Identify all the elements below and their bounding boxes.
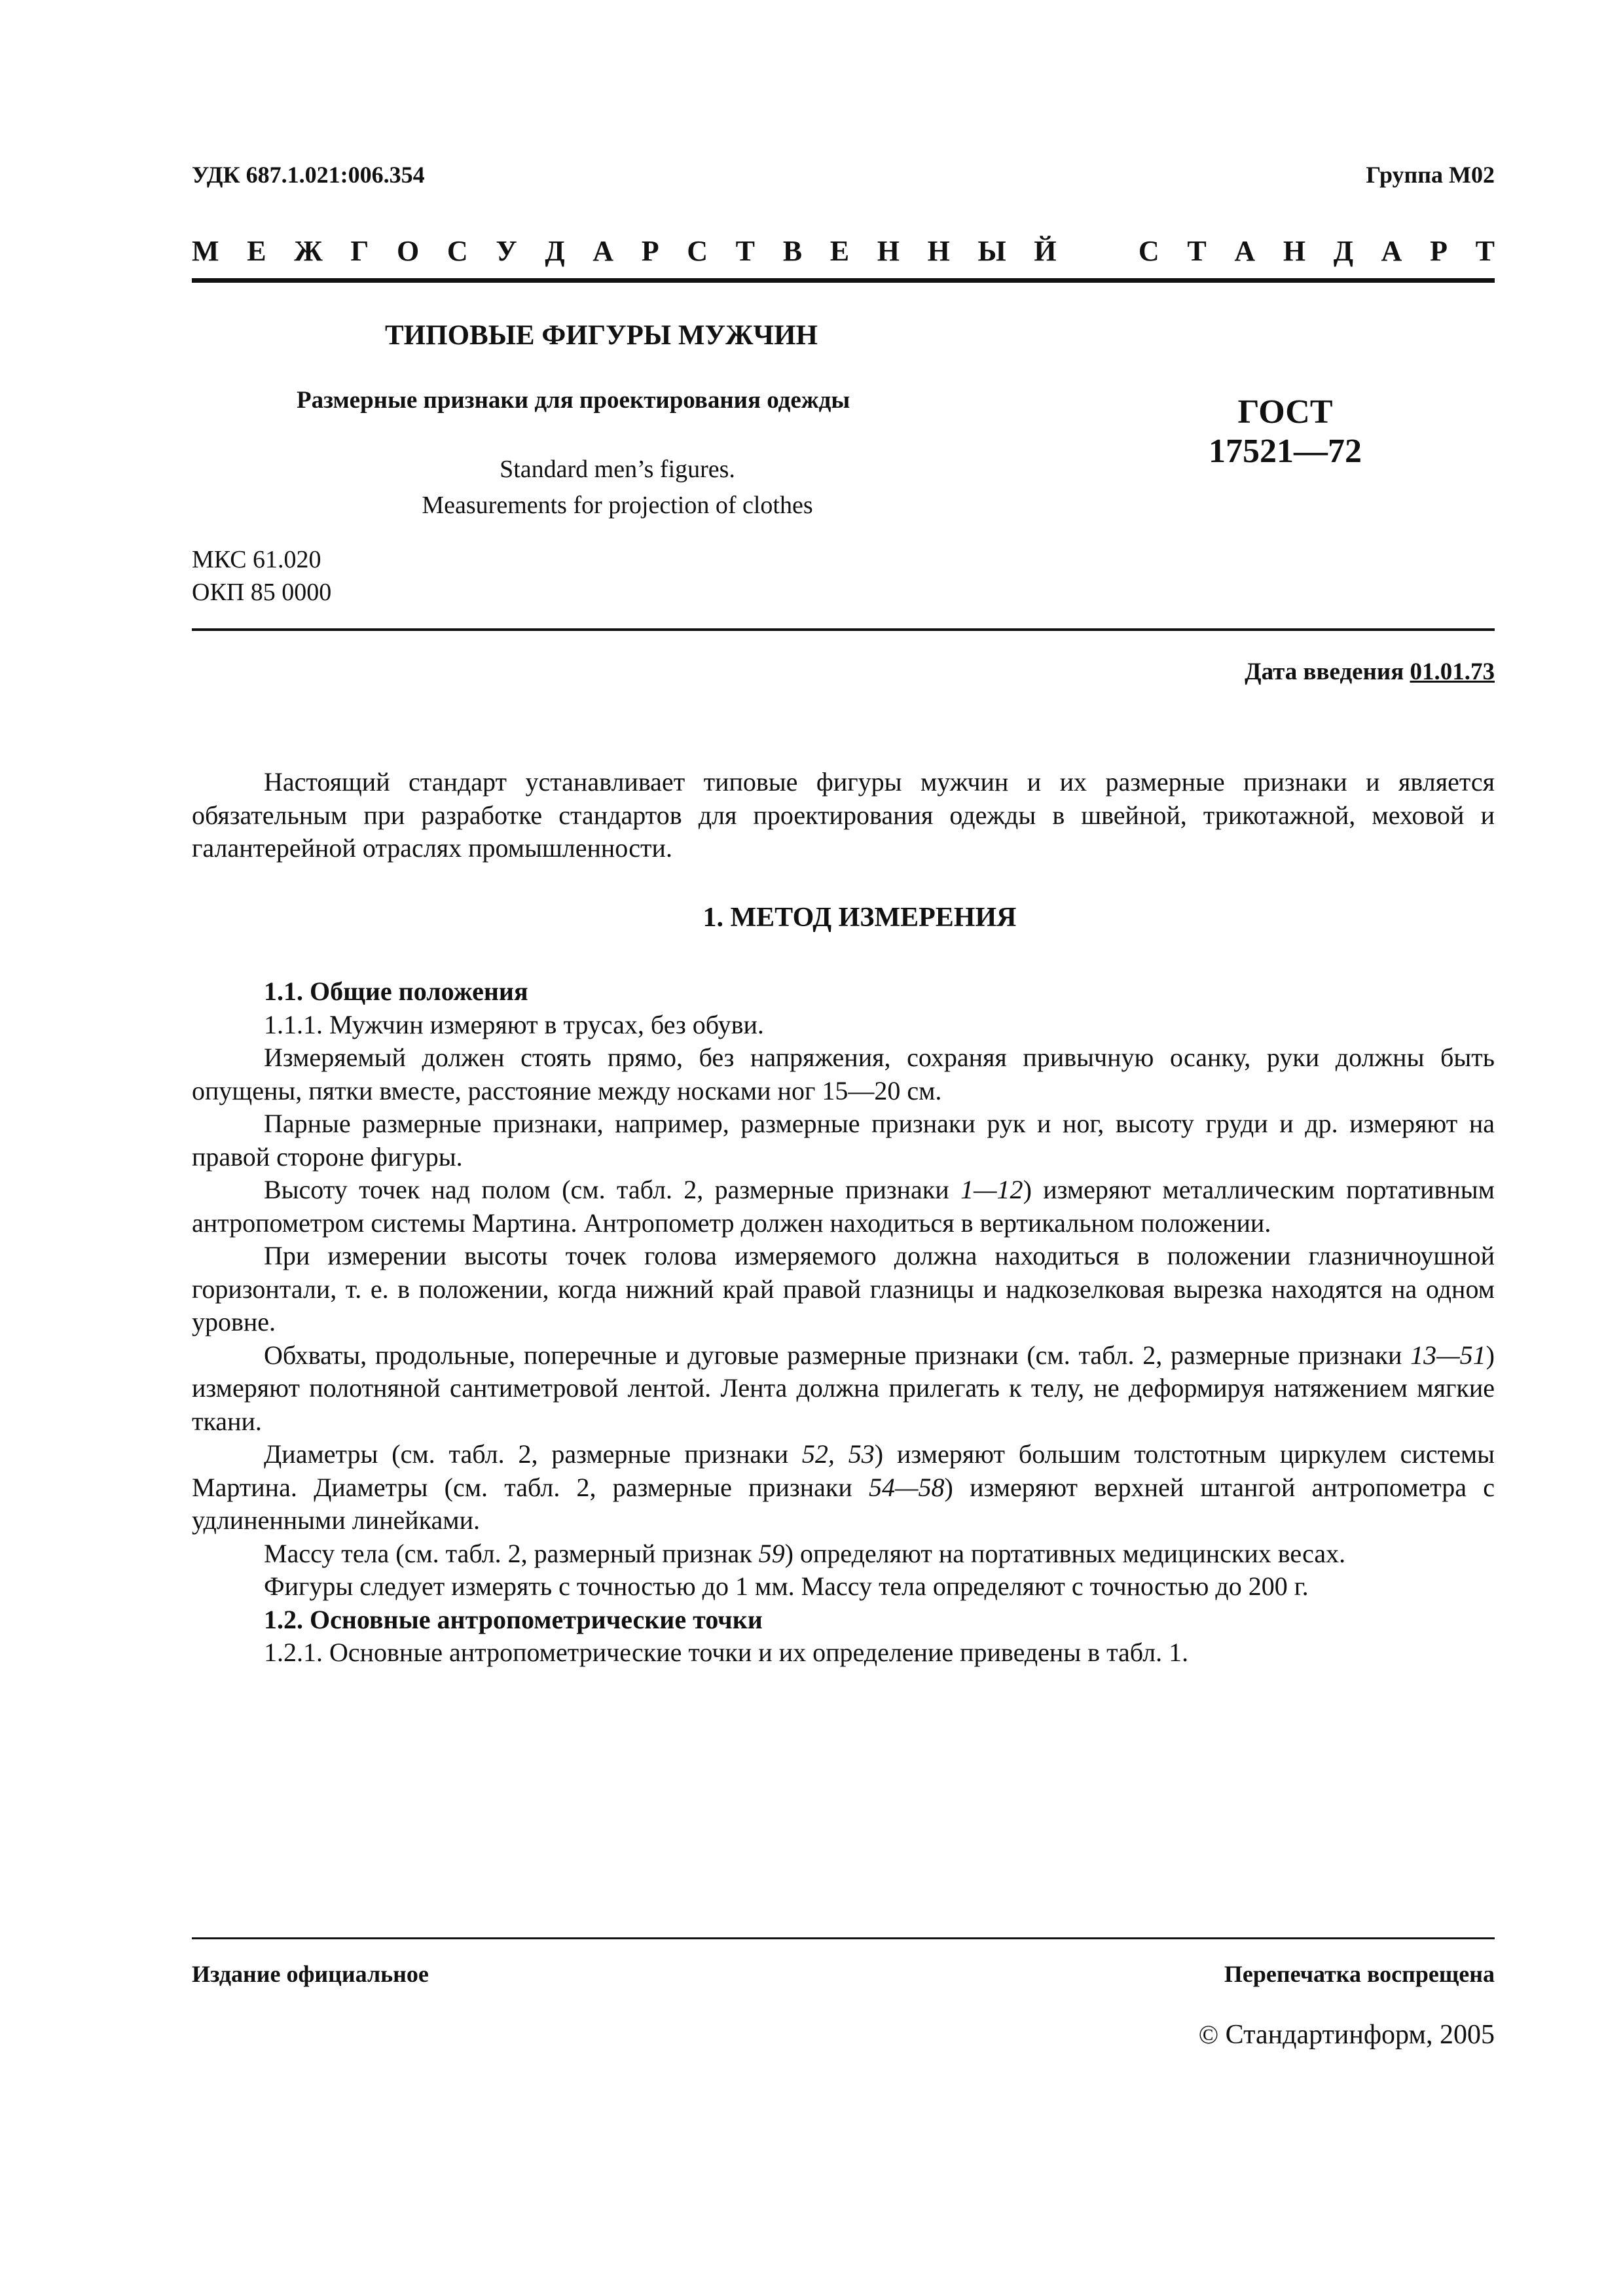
paragraph-1-2-1: 1.2.1. Основные антропометрические точки и их определение приведены в табл. 1. xyxy=(264,1638,1189,1667)
text-segment: ) измеряют большим толстотным циркулем системы Мартина. Диаметры (см. табл. 2, размерные признаки xyxy=(192,1439,1495,1502)
introduction-date-label: Дата введения xyxy=(1245,658,1404,685)
document-page xyxy=(192,0,1495,2296)
classification-codes xyxy=(192,543,331,609)
paragraph-precision: Фигуры следует измерять с точностью до 1 мм. Массу тела определяют с точностью до 200 г. xyxy=(264,1571,1309,1601)
gost-number: 17521—72 xyxy=(1209,433,1362,470)
banner-letter: Й xyxy=(1034,235,1057,267)
banner-letter: У xyxy=(496,235,517,267)
english-title xyxy=(290,452,945,524)
banner-letter: С xyxy=(687,235,708,267)
banner-letter: Т xyxy=(1187,235,1207,267)
text-segment: ) измеряют металлическим портативным антропометром системы Мартина. Антропометр должен находиться в вертикальном положении. xyxy=(192,1175,1495,1238)
banner-letter: С xyxy=(1138,235,1159,267)
section-1-heading: 1. МЕТОД ИЗМЕРЕНИЯ xyxy=(702,903,1017,933)
english-title-line-2: Measurements for projection of clothes xyxy=(422,492,813,519)
gost-designation xyxy=(1180,393,1390,471)
section-1-body xyxy=(192,975,1495,1670)
text-segment: ) измеряют верхней штангой антропометра с удлиненными линейками. xyxy=(192,1472,1495,1535)
header-rule xyxy=(192,278,1495,283)
banner-letter: А xyxy=(1381,235,1402,267)
text-segment: Высоту точек над полом (см. табл. 2, размерные признаки xyxy=(264,1175,960,1204)
standard-title: ТИПОВЫЕ ФИГУРЫ МУЖЧИН xyxy=(385,320,818,351)
copyright xyxy=(1199,2019,1495,2051)
banner-letter: Н xyxy=(877,235,900,267)
subsection-1-1-heading: 1.1. Общие положения xyxy=(264,977,528,1006)
reprint-prohibited-label: Перепечатка воспрещена xyxy=(1224,1961,1495,1987)
intro-paragraph xyxy=(192,766,1495,865)
title-rule xyxy=(192,628,1495,631)
banner-letter: А xyxy=(1234,235,1256,267)
banner-letter: Н xyxy=(1283,235,1306,267)
banner-letter: Т xyxy=(735,235,756,267)
banner-letter: С xyxy=(447,235,468,267)
banner-letter: Е xyxy=(830,235,850,267)
standard-subtitle: Размерные признаки для проектирования одежды xyxy=(297,387,850,414)
introduction-date-value: 01.01.73 xyxy=(1410,658,1495,685)
text-segment: ) определяют на портативных медицинских весах. xyxy=(784,1538,1346,1568)
paragraph-height-points xyxy=(192,1174,1495,1240)
text-segment: Обхваты, продольные, поперечные и дуговые размерные признаки (см. табл. 2, размерные признаки xyxy=(264,1340,1411,1370)
introduction-date xyxy=(1245,658,1495,686)
italic-ref: 59 xyxy=(758,1538,785,1568)
banner-letter: Р xyxy=(641,235,659,267)
paragraph-posture: Измеряемый должен стоять прямо, без напряжения, сохраняя привычную осанку, руки должны быть опущены, пятки вместе, расстояние между носками ног 15—20 см. xyxy=(192,1043,1495,1105)
banner-letter: Ж xyxy=(294,235,323,267)
banner-letter xyxy=(1084,234,1110,268)
paragraph-head-position: При измерении высоты точек голова измеряемого должна находиться в положении глазничноушной горизонтали, т. е. в положении, когда нижний край правой глазницы и надкозелковая вырезка находятся на одном уровне. xyxy=(192,1241,1495,1336)
italic-ref: 1—12 xyxy=(960,1175,1023,1204)
italic-ref: 52, 53 xyxy=(801,1439,875,1469)
paragraph-girths xyxy=(192,1339,1495,1439)
banner-letter: М xyxy=(192,235,219,267)
subsection-1-2-heading: 1.2. Основные антропометрические точки xyxy=(264,1604,763,1634)
italic-ref: 54—58 xyxy=(868,1472,945,1502)
banner-letter: Р xyxy=(1430,235,1448,267)
banner-letter: Д xyxy=(1333,235,1353,267)
copyright-text: Стандартинформ, 2005 xyxy=(1225,2020,1495,2050)
text-segment: Диаметры (см. табл. 2, размерные признаки xyxy=(264,1439,802,1469)
banner-letter: А xyxy=(593,235,614,267)
english-title-line-1: Standard men’s figures. xyxy=(500,456,735,483)
text-segment: ) измеряют полотняной сантиметровой лентой. Лента должна прилегать к телу, не деформируя натяжением мягкие ткани. xyxy=(192,1340,1495,1436)
udk-code: УДК 687.1.021:006.354 xyxy=(192,162,425,188)
group-code: Группа М02 xyxy=(1366,162,1495,188)
italic-ref: 13—51 xyxy=(1410,1340,1486,1370)
paragraph-diameters xyxy=(192,1438,1495,1537)
intro-text: Настоящий стандарт устанавливает типовые фигуры мужчин и их размерные признаки и является обязательным при разработке стандартов для проектирования одежды в швейной, трикотажной, меховой и галантерейной отраслях промышленности. xyxy=(192,767,1495,863)
banner-letter: Н xyxy=(927,235,950,267)
text-segment: Массу тела (см. табл. 2, размерный признак xyxy=(264,1538,759,1568)
paragraph-body-mass xyxy=(192,1537,1495,1571)
mks-code: МКС 61.020 xyxy=(192,546,321,573)
standard-type-banner xyxy=(192,234,1495,268)
paragraph-paired: Парные размерные признаки, например, размерные признаки рук и ног, высоту груди и др. измеряют на правой стороне фигуры. xyxy=(192,1109,1495,1172)
copyright-symbol: © xyxy=(1198,2020,1219,2049)
official-edition-label: Издание официальное xyxy=(192,1961,429,1987)
gost-label: ГОСТ xyxy=(1237,393,1333,431)
banner-letter: Д xyxy=(545,235,565,267)
paragraph-1-1-1: 1.1.1. Мужчин измеряют в трусах, без обуви. xyxy=(264,1009,764,1039)
banner-letter: В xyxy=(782,235,803,267)
okp-code: ОКП 85 0000 xyxy=(192,579,332,606)
footer-rule xyxy=(192,1937,1495,1939)
banner-letter: О xyxy=(397,235,420,267)
banner-letter: Т xyxy=(1475,235,1495,267)
banner-letter: Г xyxy=(350,235,369,267)
banner-letter: Е xyxy=(247,235,266,267)
banner-letter: Ы xyxy=(977,235,1006,267)
